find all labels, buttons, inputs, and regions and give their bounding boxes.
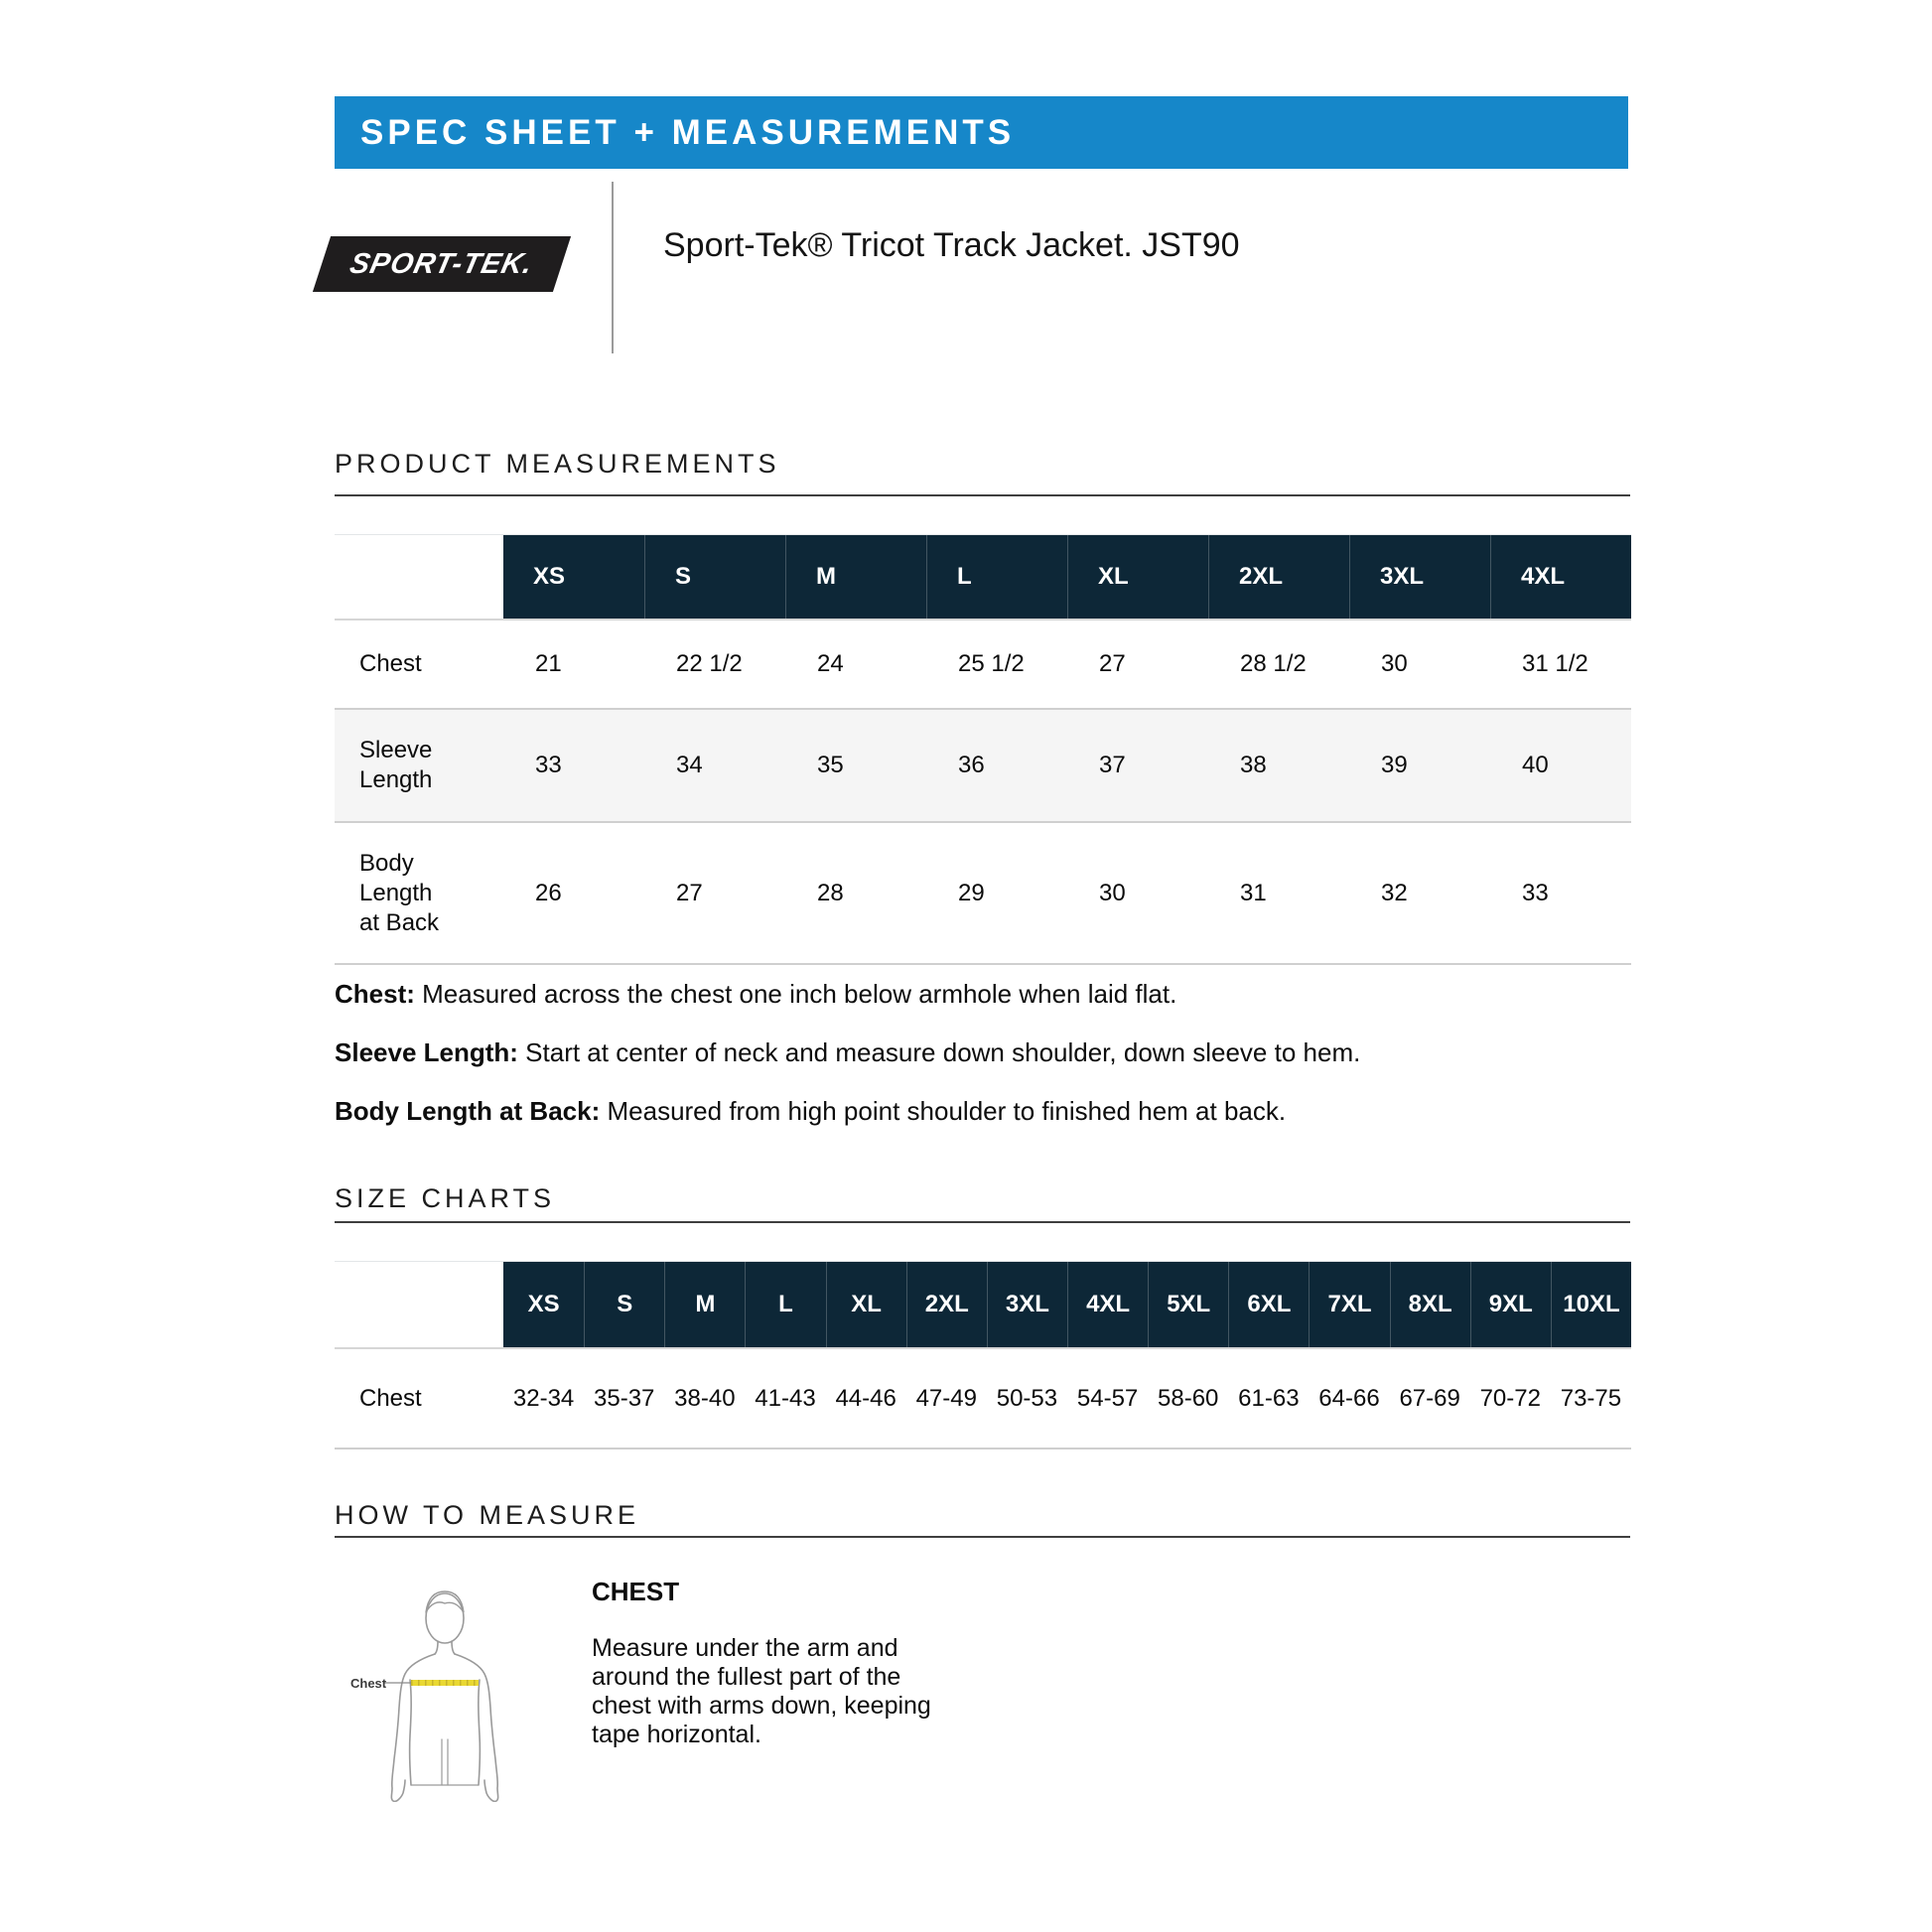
measurement-cell: 22 1/2 — [676, 650, 743, 677]
measurement-cell: 21 — [535, 650, 562, 677]
size-range-cell: 41-43 — [755, 1384, 816, 1412]
size-column-header: L — [926, 535, 1067, 619]
header-label-spacer — [335, 535, 503, 619]
size-range-cell: 54-57 — [1076, 1384, 1139, 1412]
note-text: Measured from high point shoulder to finished hem at back. — [607, 1096, 1287, 1126]
size-range-cell: 58-60 — [1158, 1384, 1219, 1412]
size-column-header: 3XL — [987, 1262, 1067, 1347]
measurement-cell: 30 — [1381, 650, 1408, 677]
measurement-cell: 37 — [1099, 752, 1126, 778]
size-column-header: S — [644, 535, 785, 619]
size-charts-table — [335, 1261, 1631, 1449]
measurement-cell: 33 — [1522, 879, 1549, 906]
size-column-header: XS — [503, 535, 644, 619]
size-range-cell: 32-34 — [512, 1384, 575, 1412]
product-measurements-rule — [335, 494, 1630, 496]
size-range-cell: 64-66 — [1318, 1384, 1380, 1412]
note-label: Chest: — [335, 979, 415, 1009]
measurement-cell: 38 — [1240, 752, 1267, 778]
size-range-cell: 50-53 — [996, 1384, 1058, 1412]
size-column-header: L — [745, 1262, 825, 1347]
note-text: Measured across the chest one inch below armhole when laid flat. — [422, 979, 1177, 1009]
measurement-cell: 25 1/2 — [958, 650, 1025, 677]
measurement-cell: 29 — [958, 879, 985, 906]
size-charts-rule — [335, 1221, 1630, 1223]
note-label: Sleeve Length: — [335, 1037, 518, 1067]
measurement-cell: 36 — [958, 752, 985, 778]
chest-measure-text: Measure under the arm and around the fullest part of the chest with arms down, keeping tape horizontal. — [592, 1634, 931, 1748]
size-range-cell: 44-46 — [835, 1384, 897, 1412]
banner-title: SPEC SHEET + MEASUREMENTS — [360, 112, 1016, 152]
size-column-header: 9XL — [1470, 1262, 1551, 1347]
body-measurement-figure — [336, 1588, 554, 1802]
chest-measure-heading: CHEST — [592, 1577, 680, 1606]
measurement-cell: 40 — [1522, 752, 1549, 778]
size-column-header: 3XL — [1349, 535, 1490, 619]
vertical-divider — [612, 182, 614, 353]
measurement-note — [335, 979, 1615, 1010]
size-column-header: XL — [826, 1262, 906, 1347]
product-title: Sport-Tek® Tricot Track Jacket. JST90 — [663, 226, 1240, 264]
table-row-chest-range — [335, 1349, 1631, 1449]
size-range-cell: 47-49 — [915, 1384, 977, 1412]
size-column-header: 4XL — [1490, 535, 1631, 619]
size-column-header: M — [785, 535, 926, 619]
measurement-cell: 30 — [1099, 879, 1126, 906]
size-column-header: 8XL — [1390, 1262, 1470, 1347]
size-column-header: 6XL — [1228, 1262, 1309, 1347]
size-column-header: 4XL — [1067, 1262, 1148, 1347]
banner — [335, 96, 1628, 169]
header-label-spacer — [335, 1262, 503, 1347]
measurement-cell: 34 — [676, 752, 703, 778]
measurement-cell: 31 1/2 — [1522, 650, 1588, 677]
product-measurements-table — [335, 534, 1631, 965]
measurement-cell: 31 — [1240, 879, 1267, 906]
measurement-cell: 27 — [1099, 650, 1126, 677]
measurement-cell: 39 — [1381, 752, 1408, 778]
size-column-header: M — [664, 1262, 745, 1347]
measurement-cell: 28 — [817, 879, 844, 906]
product-measurements-heading: PRODUCT MEASUREMENTS — [335, 449, 780, 479]
size-column-header: 10XL — [1551, 1262, 1631, 1347]
row-label: Chest — [359, 650, 422, 677]
row-label: Sleeve Length — [359, 737, 433, 793]
measurement-notes — [335, 979, 1615, 1155]
measurement-cell: 27 — [676, 879, 703, 906]
size-range-cell: 67-69 — [1399, 1384, 1460, 1412]
table-row-chest — [335, 621, 1631, 710]
size-column-header: XS — [503, 1262, 584, 1347]
size-charts-header-row — [335, 1261, 1631, 1349]
note-label: Body Length at Back: — [335, 1096, 601, 1126]
product-measurements-header-row — [335, 534, 1631, 621]
size-column-header: 7XL — [1309, 1262, 1389, 1347]
table-row-body-length — [335, 823, 1631, 965]
size-range-cell: 70-72 — [1479, 1384, 1541, 1412]
row-label: Chest — [359, 1384, 422, 1412]
size-range-cell: 35-37 — [594, 1384, 655, 1412]
how-to-measure-heading: HOW TO MEASURE — [335, 1500, 640, 1530]
measurement-cell: 35 — [817, 752, 844, 778]
figure-chest-label: Chest — [350, 1676, 387, 1691]
sport-tek-logo — [314, 237, 570, 291]
note-text: Start at center of neck and measure down shoulder, down sleeve to hem. — [525, 1037, 1361, 1067]
size-range-cell: 61-63 — [1238, 1384, 1300, 1412]
measurement-note — [335, 1037, 1615, 1068]
measurement-cell: 26 — [535, 879, 562, 906]
table-row-sleeve-length — [335, 710, 1631, 823]
sport-tek-logo-text: SPORT-TEK. — [346, 247, 537, 280]
measurement-cell: 24 — [817, 650, 844, 677]
how-to-measure-rule — [335, 1536, 1630, 1538]
measurement-cell: 28 1/2 — [1240, 650, 1307, 677]
measurement-note — [335, 1096, 1615, 1127]
size-column-header: 5XL — [1148, 1262, 1228, 1347]
size-range-cell: 38-40 — [674, 1384, 736, 1412]
size-column-header: XL — [1067, 535, 1208, 619]
size-column-header: S — [584, 1262, 664, 1347]
size-charts-heading: SIZE CHARTS — [335, 1183, 556, 1213]
measurement-cell: 33 — [535, 752, 562, 778]
size-column-header: 2XL — [1208, 535, 1349, 619]
size-column-header: 2XL — [906, 1262, 987, 1347]
measurement-cell: 32 — [1381, 879, 1408, 906]
size-range-cell: 73-75 — [1560, 1384, 1622, 1412]
row-label: Body Length at Back — [359, 849, 440, 936]
